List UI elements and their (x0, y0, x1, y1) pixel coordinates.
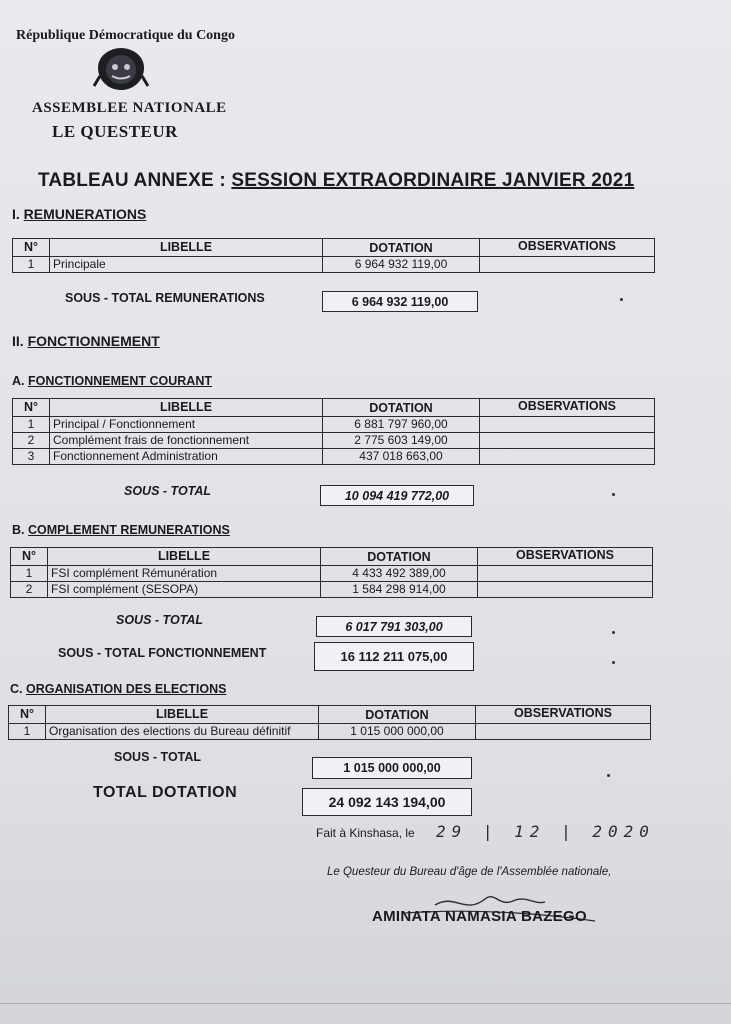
section-number: I. (12, 206, 24, 222)
subsection-number: A. (12, 374, 28, 388)
subtotal-remunerations-label: SOUS - TOTAL REMUNERATIONS (65, 291, 265, 305)
dot-mark (612, 493, 615, 496)
table-row (13, 257, 655, 273)
table-header-row (13, 239, 655, 257)
row-observations (478, 566, 653, 582)
subtotal-c-value: 1 015 000 000,00 (312, 757, 472, 779)
col-observations-header: OBSERVATIONS (476, 706, 651, 724)
table-row (13, 449, 655, 465)
col-num-header: N° (9, 706, 46, 724)
table-row (11, 566, 653, 582)
title-session: SESSION EXTRAORDINAIRE JANVIER 2021 (231, 170, 635, 191)
row-dotation: 4 433 492 389,00 (321, 566, 478, 582)
row-num: 2 (11, 582, 48, 598)
table-header-row (11, 548, 653, 566)
table-row (13, 433, 655, 449)
section-number: II. (12, 333, 28, 349)
subtotal-fonctionnement-value: 16 112 211 075,00 (314, 642, 474, 671)
row-observations (478, 582, 653, 598)
assembly-name: ASSEMBLEE NATIONALE (32, 100, 227, 116)
subsection-title: ORGANISATION DES ELECTIONS (25, 682, 227, 696)
col-observations-header: OBSERVATIONS (478, 548, 653, 566)
row-libelle: Organisation des elections du Bureau définitif (46, 724, 319, 740)
page-title (38, 170, 634, 192)
row-libelle: FSI complément Rémunération (48, 566, 321, 582)
row-num: 1 (13, 417, 50, 433)
subtotal-a-value: 10 094 419 772,00 (320, 485, 474, 506)
col-dotation-header: DOTATION (321, 548, 478, 566)
col-dotation-header: DOTATION (323, 399, 480, 417)
col-num-header: N° (11, 548, 48, 566)
subtotal-remunerations-value: 6 964 932 119,00 (322, 291, 478, 312)
row-num: 3 (13, 449, 50, 465)
table-row (9, 724, 651, 740)
col-libelle-header: LIBELLE (46, 706, 319, 724)
dot-mark (607, 774, 610, 777)
signer-name: AMINATA NAMASIA BAZEGO (372, 908, 587, 925)
section-title: REMUNERATIONS (23, 206, 147, 222)
subsection-number: C. (10, 682, 26, 696)
row-observations (480, 417, 655, 433)
col-num-header: N° (13, 239, 50, 257)
subsection-a-heading (12, 374, 212, 388)
total-dotation-label: TOTAL DOTATION (93, 784, 238, 801)
dot-mark (612, 631, 615, 634)
subsection-c-heading (10, 682, 226, 696)
organisation-elections-table (8, 705, 651, 740)
row-libelle: Fonctionnement Administration (50, 449, 323, 465)
table-header-row (13, 399, 655, 417)
col-libelle-header: LIBELLE (50, 239, 323, 257)
subsection-b-heading (12, 523, 230, 537)
row-dotation: 6 964 932 119,00 (323, 257, 480, 273)
row-num: 2 (13, 433, 50, 449)
col-libelle-header: LIBELLE (50, 399, 323, 417)
complement-remunerations-table (10, 547, 653, 598)
subsection-title: COMPLEMENT REMUNERATIONS (27, 523, 230, 537)
office-name: LE QUESTEUR (52, 122, 178, 141)
table-row (13, 417, 655, 433)
col-observations-header: OBSERVATIONS (480, 239, 655, 257)
country-name: République Démocratique du Congo (16, 28, 235, 43)
col-dotation-header: DOTATION (319, 706, 476, 724)
row-dotation: 2 775 603 149,00 (323, 433, 480, 449)
subtotal-a-label: SOUS - TOTAL (124, 484, 212, 498)
row-num: 1 (9, 724, 46, 740)
row-libelle: FSI complément (SESOPA) (48, 582, 321, 598)
row-dotation: 1 015 000 000,00 (319, 724, 476, 740)
fonctionnement-courant-table (12, 398, 655, 465)
row-dotation: 437 018 663,00 (323, 449, 480, 465)
col-observations-header: OBSERVATIONS (480, 399, 655, 417)
section-remunerations-heading (12, 206, 146, 222)
title-prefix: TABLEAU ANNEXE : (38, 170, 232, 191)
col-dotation-header: DOTATION (323, 239, 480, 257)
row-libelle: Principale (50, 257, 323, 273)
col-libelle-header: LIBELLE (48, 548, 321, 566)
row-dotation: 1 584 298 914,00 (321, 582, 478, 598)
row-num: 1 (13, 257, 50, 273)
place-label: Fait à Kinshasa, le (316, 826, 415, 840)
table-header-row (9, 706, 651, 724)
col-num-header: N° (13, 399, 50, 417)
row-dotation: 6 881 797 960,00 (323, 417, 480, 433)
dot-mark (620, 298, 623, 301)
page-edge-line (0, 1003, 731, 1004)
signer-title: Le Questeur du Bureau d'âge de l'Assemblée nationale, (327, 866, 612, 878)
handwritten-date: 29 | 12 | 2020 (436, 822, 655, 841)
row-observations (480, 433, 655, 449)
section-fonctionnement-heading (12, 333, 160, 349)
dot-mark (612, 661, 615, 664)
remunerations-table (12, 238, 655, 273)
subtotal-b-label: SOUS - TOTAL (116, 613, 204, 627)
subtotal-b-value: 6 017 791 303,00 (316, 616, 472, 637)
leopard-emblem-icon (92, 46, 150, 92)
section-title: FONCTIONNEMENT (27, 333, 160, 349)
total-dotation-value: 24 092 143 194,00 (302, 788, 472, 816)
row-num: 1 (11, 566, 48, 582)
row-observations (480, 257, 655, 273)
row-observations (480, 449, 655, 465)
table-row (11, 582, 653, 598)
row-libelle: Complément frais de fonctionnement (50, 433, 323, 449)
subsection-title: FONCTIONNEMENT COURANT (27, 374, 212, 388)
subsection-number: B. (12, 523, 28, 537)
row-libelle: Principal / Fonctionnement (50, 417, 323, 433)
row-observations (476, 724, 651, 740)
subtotal-c-label: SOUS - TOTAL (114, 750, 202, 764)
subtotal-fonctionnement-label: SOUS - TOTAL FONCTIONNEMENT (58, 646, 267, 660)
